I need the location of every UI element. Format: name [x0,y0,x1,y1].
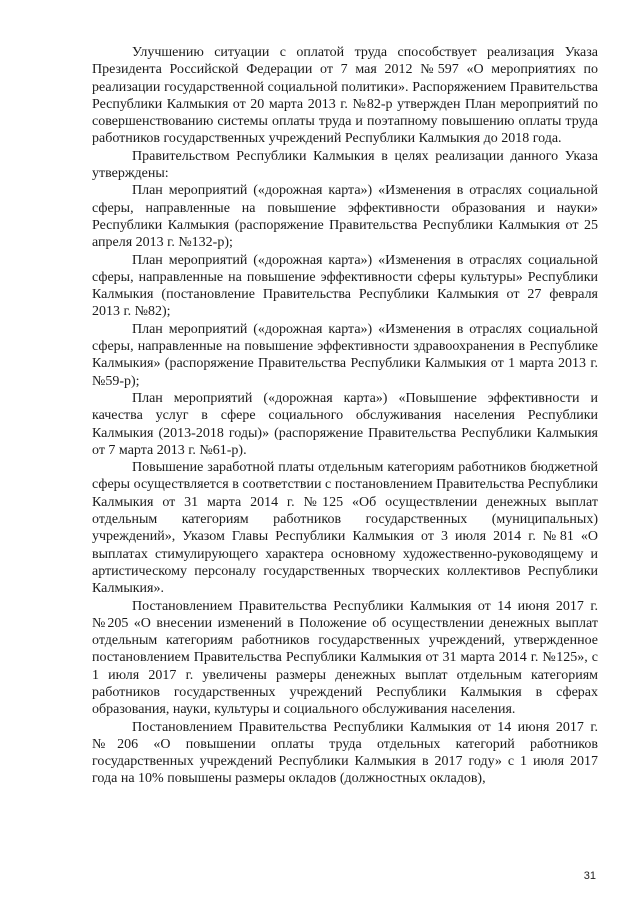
paragraph-3: План мероприятий («дорожная карта») «Изменения в отраслях социальной сферы, направленные на повышение эффективности образования и науки» Республики Калмыкия (распоряжение Правительства Республики Калмыкия от 25 апреля 2013 г. №132-р); [92,183,598,251]
paragraph-8: Постановлением Правительства Республики Калмыкия от 14 июня 2017 г. №205 «О внесении изменений в Положение об осуществлении денежных выплат отдельным категориям работников государственных учреждений, утвержденное постановлением Правительства Республики Калмыкия от 31 марта 2014 г. №125», с 1 июля 2017 г. увеличены размеры денежных выплат отдельным категориям работников государственных учреждений Республики Калмыкия в сферах образования, науки, культуры и социального обслуживания населения. [92,598,598,718]
paragraph-4: План мероприятий («дорожная карта») «Изменения в отраслях социальной сферы, направленные на повышение эффективности сферы культуры» Республики Калмыкия (постановление Правительства Республики Калмыкия от 27 февраля 2013 г. №82); [92,252,598,320]
body-text [92,44,598,788]
paragraph-7: Повышение заработной платы отдельным категориям работников бюджетной сферы осуществляется в соответствии с постановлением Правительства Республики Калмыкия от 31 марта 2014 г. №125 «Об осуществлении денежных выплат отдельным категориям работников государственных (муниципальных) учреждений», Указом Главы Республики Калмыкия от 3 июля 2014 г. №81 «О выплатах стимулирующего характера основному художественно-руководящему и артистическому персоналу государственных творческих коллективов Республики Калмыкия». [92,460,598,597]
page-number: 31 [583,870,596,882]
paragraph-9: Постановлением Правительства Республики Калмыкия от 14 июня 2017 г. №206 «О повышении оплаты труда отдельных категорий работников государственных учреждений Республики Калмыкия в 2017 году» с 1 июля 2017 года на 10% повышены размеры окладов (должностных окладов), [92,719,598,787]
paragraph-1: Улучшению ситуации с оплатой труда способствует реализация Указа Президента Российской Федерации от 7 мая 2012 №597 «О мероприятиях по реализации государственной социальной политики». Распоряжением Правительства Республики Калмыкия от 20 марта 2013 г. №82-р утвержден План мероприятий по совершенствованию системы оплаты труда и поэтапному повышению оплаты труда работников государственных учреждений Республики Калмыкия до 2018 года. [92,45,598,147]
paragraph-2: Правительством Республики Калмыкия в целях реализации данного Указа утверждены: [92,148,598,182]
paragraph-6: План мероприятий («дорожная карта») «Повышение эффективности и качества услуг в сфере социального обслуживания населения Республики Калмыкия (2013-2018 годы)» (распоряжение Правительства Республики Калмыкия от 7 марта 2013 г. №61-р). [92,390,598,458]
paragraph-5: План мероприятий («дорожная карта») «Изменения в отраслях социальной сферы, направленные на повышение эффективности здравоохранения в Республике Калмыкия» (распоряжение Правительства Республики Калмыкия от 1 марта 2013 г. №59-р); [92,321,598,389]
